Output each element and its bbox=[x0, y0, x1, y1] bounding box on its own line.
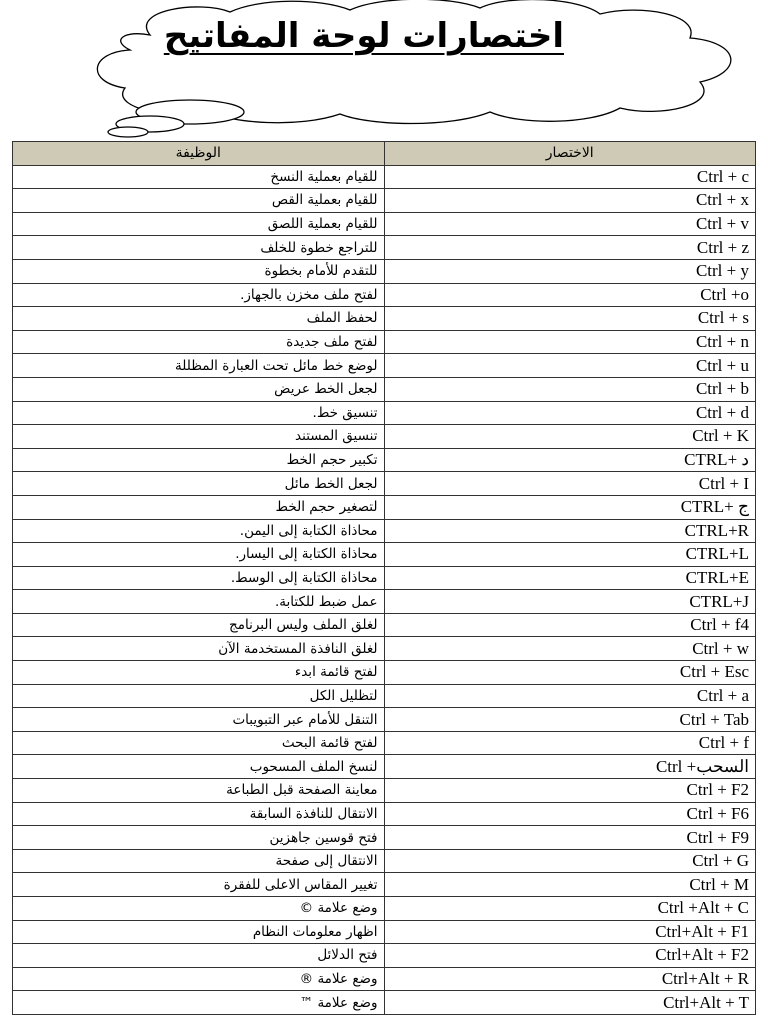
shortcut-cell: Ctrl+Alt + F2 bbox=[384, 944, 756, 968]
title-cloud bbox=[0, 0, 772, 140]
table-row bbox=[13, 425, 756, 449]
function-cell: لجعل الخط مائل bbox=[13, 472, 385, 496]
function-cell: لتظليل الكل bbox=[13, 684, 385, 708]
table-row bbox=[13, 708, 756, 732]
function-cell: وضع علامة ™ bbox=[13, 991, 385, 1015]
table-row bbox=[13, 212, 756, 236]
function-cell: للتراجع خطوة للخلف bbox=[13, 236, 385, 260]
function-cell: لفتح ملف جديدة bbox=[13, 330, 385, 354]
table-row bbox=[13, 495, 756, 519]
shortcut-cell: Ctrl + I bbox=[384, 472, 756, 496]
table-row bbox=[13, 826, 756, 850]
table-row bbox=[13, 849, 756, 873]
function-cell: فتح قوسين جاهزين bbox=[13, 826, 385, 850]
table-row bbox=[13, 873, 756, 897]
function-cell: لفتح قائمة البحث bbox=[13, 731, 385, 755]
function-cell: للقيام بعملية القص bbox=[13, 189, 385, 213]
page-title: اختصارات لوحة المفاتيح bbox=[163, 16, 564, 56]
function-cell: التنقل للأمام عبر التبويبات bbox=[13, 708, 385, 732]
shortcut-cell: Ctrl + F6 bbox=[384, 802, 756, 826]
function-cell: للقيام بعملية اللصق bbox=[13, 212, 385, 236]
table-row bbox=[13, 802, 756, 826]
table-row bbox=[13, 637, 756, 661]
shortcut-cell: Ctrl +Alt + C bbox=[384, 897, 756, 921]
shortcut-cell: Ctrl + v bbox=[384, 212, 756, 236]
shortcut-cell: CTRL+L bbox=[384, 543, 756, 567]
function-cell: لوضع خط مائل تحت العبارة المظللة bbox=[13, 354, 385, 378]
function-cell: لفتح ملف مخزن بالجهاز. bbox=[13, 283, 385, 307]
shortcut-cell: CTRL+R bbox=[384, 519, 756, 543]
function-cell: اظهار معلومات النظام bbox=[13, 920, 385, 944]
shortcut-cell: CTRL+ ج bbox=[384, 495, 756, 519]
function-cell: لجعل الخط عريض bbox=[13, 377, 385, 401]
table-header-row bbox=[13, 142, 756, 166]
table-row bbox=[13, 897, 756, 921]
shortcut-cell: Ctrl +السحب bbox=[384, 755, 756, 779]
shortcut-cell: CTRL+J bbox=[384, 590, 756, 614]
table-row bbox=[13, 519, 756, 543]
shortcut-cell: Ctrl + z bbox=[384, 236, 756, 260]
function-cell: للقيام بعملية النسخ bbox=[13, 165, 385, 189]
header-shortcut: الاختصار bbox=[384, 142, 756, 166]
function-cell: فتح الدلائل bbox=[13, 944, 385, 968]
shortcut-cell: Ctrl + b bbox=[384, 377, 756, 401]
table-row bbox=[13, 330, 756, 354]
function-cell: محاذاة الكتابة إلى اليسار. bbox=[13, 543, 385, 567]
function-cell: للتقدم للأمام بخطوة bbox=[13, 259, 385, 283]
table-row bbox=[13, 967, 756, 991]
shortcut-cell: Ctrl + w bbox=[384, 637, 756, 661]
table-row bbox=[13, 731, 756, 755]
table-row bbox=[13, 259, 756, 283]
function-cell: لحفظ الملف bbox=[13, 307, 385, 331]
shortcut-cell: Ctrl + F9 bbox=[384, 826, 756, 850]
function-cell: وضع علامة © bbox=[13, 897, 385, 921]
shortcuts-table bbox=[12, 141, 756, 1015]
table-row bbox=[13, 684, 756, 708]
shortcut-cell: Ctrl +o bbox=[384, 283, 756, 307]
table-row bbox=[13, 590, 756, 614]
function-cell: معاينة الصفحة قبل الطباعة bbox=[13, 779, 385, 803]
shortcut-cell: Ctrl + n bbox=[384, 330, 756, 354]
function-cell: تنسيق المستند bbox=[13, 425, 385, 449]
shortcut-cell: Ctrl + u bbox=[384, 354, 756, 378]
shortcut-cell: Ctrl+Alt + T bbox=[384, 991, 756, 1015]
shortcut-cell: Ctrl + Tab bbox=[384, 708, 756, 732]
function-cell: تكبير حجم الخط bbox=[13, 448, 385, 472]
table-row bbox=[13, 189, 756, 213]
table-row bbox=[13, 401, 756, 425]
table-row bbox=[13, 613, 756, 637]
shortcut-cell: Ctrl + Esc bbox=[384, 661, 756, 685]
function-cell: محاذاة الكتابة إلى اليمن. bbox=[13, 519, 385, 543]
table-row bbox=[13, 755, 756, 779]
header-function: الوظيفة bbox=[13, 142, 385, 166]
table-row bbox=[13, 472, 756, 496]
function-cell: لغلق النافذة المستخدمة الآن bbox=[13, 637, 385, 661]
function-cell: الانتقال للنافذة السابقة bbox=[13, 802, 385, 826]
shortcut-cell: CTRL+E bbox=[384, 566, 756, 590]
function-cell: لنسخ الملف المسحوب bbox=[13, 755, 385, 779]
shortcut-cell: Ctrl + f4 bbox=[384, 613, 756, 637]
shortcut-cell: Ctrl + a bbox=[384, 684, 756, 708]
shortcut-cell: Ctrl + x bbox=[384, 189, 756, 213]
table-row bbox=[13, 661, 756, 685]
shortcut-cell: Ctrl + d bbox=[384, 401, 756, 425]
function-cell: محاذاة الكتابة إلى الوسط. bbox=[13, 566, 385, 590]
shortcut-cell: Ctrl + G bbox=[384, 849, 756, 873]
table-row bbox=[13, 779, 756, 803]
function-cell: الانتقال إلى صفحة bbox=[13, 849, 385, 873]
table-row bbox=[13, 377, 756, 401]
table-row bbox=[13, 448, 756, 472]
table-row bbox=[13, 165, 756, 189]
function-cell: لتصغير حجم الخط bbox=[13, 495, 385, 519]
table-row bbox=[13, 543, 756, 567]
function-cell: عمل ضبط للكتابة. bbox=[13, 590, 385, 614]
shortcut-cell: Ctrl + y bbox=[384, 259, 756, 283]
function-cell: لفتح قائمة ابدء bbox=[13, 661, 385, 685]
function-cell: وضع علامة ® bbox=[13, 967, 385, 991]
shortcut-cell: Ctrl + K bbox=[384, 425, 756, 449]
shortcut-cell: CTRL+ د bbox=[384, 448, 756, 472]
function-cell: لغلق الملف وليس البرنامج bbox=[13, 613, 385, 637]
table-row bbox=[13, 307, 756, 331]
table-row bbox=[13, 991, 756, 1015]
table-row bbox=[13, 944, 756, 968]
shortcut-cell: Ctrl + F2 bbox=[384, 779, 756, 803]
table-row bbox=[13, 354, 756, 378]
table-row bbox=[13, 283, 756, 307]
shortcut-cell: Ctrl + c bbox=[384, 165, 756, 189]
shortcut-cell: Ctrl + f bbox=[384, 731, 756, 755]
function-cell: تنسيق خط. bbox=[13, 401, 385, 425]
table-row bbox=[13, 566, 756, 590]
table-body bbox=[13, 165, 756, 1014]
shortcut-cell: Ctrl+Alt + R bbox=[384, 967, 756, 991]
table-row bbox=[13, 920, 756, 944]
shortcut-cell: Ctrl+Alt + F1 bbox=[384, 920, 756, 944]
shortcut-cell: Ctrl + M bbox=[384, 873, 756, 897]
function-cell: تغيير المقاس الاعلى للفقرة bbox=[13, 873, 385, 897]
shortcut-cell: Ctrl + s bbox=[384, 307, 756, 331]
table-row bbox=[13, 236, 756, 260]
